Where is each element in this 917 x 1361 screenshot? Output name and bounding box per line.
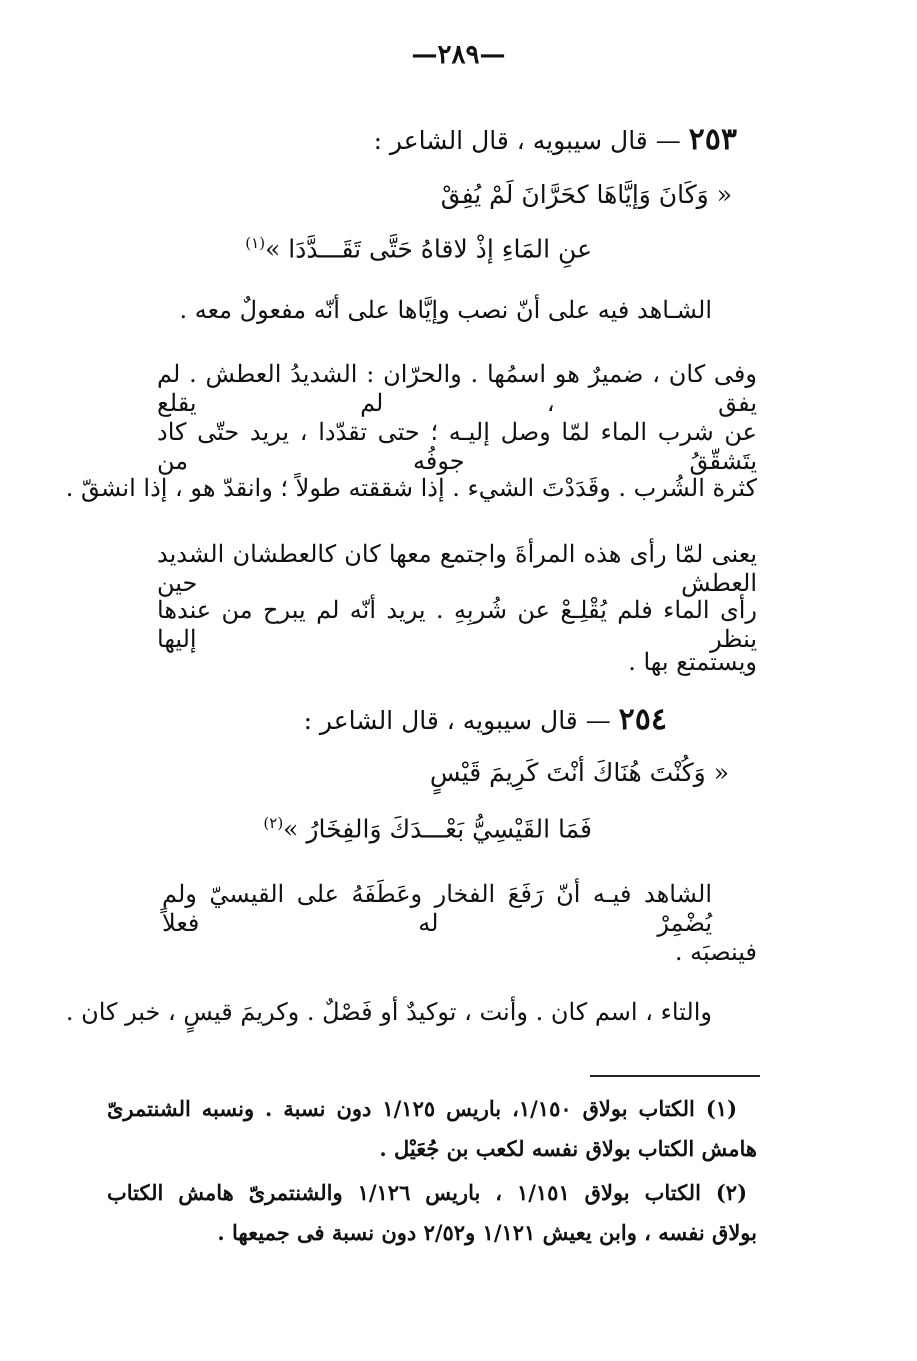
page-number: —٢٨٩— [411, 40, 506, 70]
entry-heading-253 [374, 122, 737, 158]
meaning-253-line-3: ويستمتع بها . [628, 648, 757, 676]
explanation-253-line-1: وفى كان ، ضميرٌ هو اسمُها . والحرّان : الشديدُ العطش . لم يفق ، لم يقلع [157, 360, 757, 417]
shahid-254-line-1: الشاهد فيـه أنّ رَفَعَ الفخار وعَطَفَهُ على القيسيّ ولم يُضْمِرْ له فعلاً [162, 880, 712, 937]
verse-254-line-1: « وَكُنْتَ هُنَاكَ أنْتَ كَرِيمَ قَيْسٍ [429, 758, 729, 787]
explanation-254: والتاء ، اسم كان . وأنت ، توكيدٌ أو فَصْلٌ . وكريمَ قيسٍ ، خبر كان . [65, 998, 712, 1026]
entry-heading-text-253: — قال سيبويه ، قال الشاعر : [373, 126, 689, 155]
entry-heading-text-254: — قال سيبويه ، قال الشاعر : [303, 706, 619, 735]
verse-253-line-2-text: عنِ المَاءِ إذْ لاقاهُ حَتَّى تَقَـــدَّدَا » [265, 234, 592, 264]
meaning-253-line-2: رأى الماء فلم يُقْلِـعْ عن شُربِهِ . يريد أنّه لم يبرح من عندها ينظر إليها [157, 596, 757, 653]
footnote-separator [590, 1075, 760, 1077]
entry-heading-254 [304, 702, 667, 738]
entry-number-254: ٢٥٤ [618, 702, 667, 737]
shahid-253: الشـاهد فيه على أنّ نصب وإيَّاها على أنّه مفعولٌ معه . [179, 296, 712, 324]
footnote-ref-1: (١) [245, 234, 266, 252]
verse-253-line-2 [245, 234, 592, 264]
explanation-253-line-2: عن شرب الماء لمّا وصل إليـه ؛ حتى تقدّدا ، يريد حتّى كاد يتَشقّقُ جوفُه من [157, 418, 757, 475]
footnote-1-line-2: هامش الكتاب بولاق نفسه لكعب بن جُعَيْل . [379, 1136, 757, 1161]
footnote-1-line-1: (١) الكتاب بولاق ١/١٥٠، باريس ١/١٢٥ دون نسبة . ونسبه الشنتمرىّ [107, 1096, 738, 1121]
footnote-2-line-1: (٢) الكتاب بولاق ١/١٥١ ، باريس ١/١٢٦ والشنتمرىّ هامش الكتاب [107, 1180, 747, 1205]
verse-254-line-2 [263, 814, 592, 844]
footnote-2-line-2: بولاق نفسه ، وابن يعيش ١/١٢١ و٢/٥٢ دون نسبة فى جميعها . [217, 1220, 757, 1245]
entry-number-253: ٢٥٣ [688, 122, 737, 157]
meaning-253-line-1: يعنى لمّا رأى هذه المرأةَ واجتمع معها كان كالعطشان الشديد العطش حين [157, 540, 757, 597]
footnote-ref-2: (٢) [263, 814, 284, 832]
verse-254-line-2-text: فَمَا القَيْسِيُّ بَعْـــدَكَ وَالفِخَارُ » [283, 814, 592, 844]
explanation-253-line-3: كثرة الشُرب . وقَدَدْتَ الشيء . إذا شققته طولاً ؛ وانقدّ هو ، إذا انشقّ . [65, 474, 757, 502]
verse-253-line-1: « وَكَانَ وَإيَّاهَا كحَرَّانَ لَمْ يُفِقْ [440, 180, 732, 209]
shahid-254-line-2: فينصبَه . [674, 938, 757, 966]
